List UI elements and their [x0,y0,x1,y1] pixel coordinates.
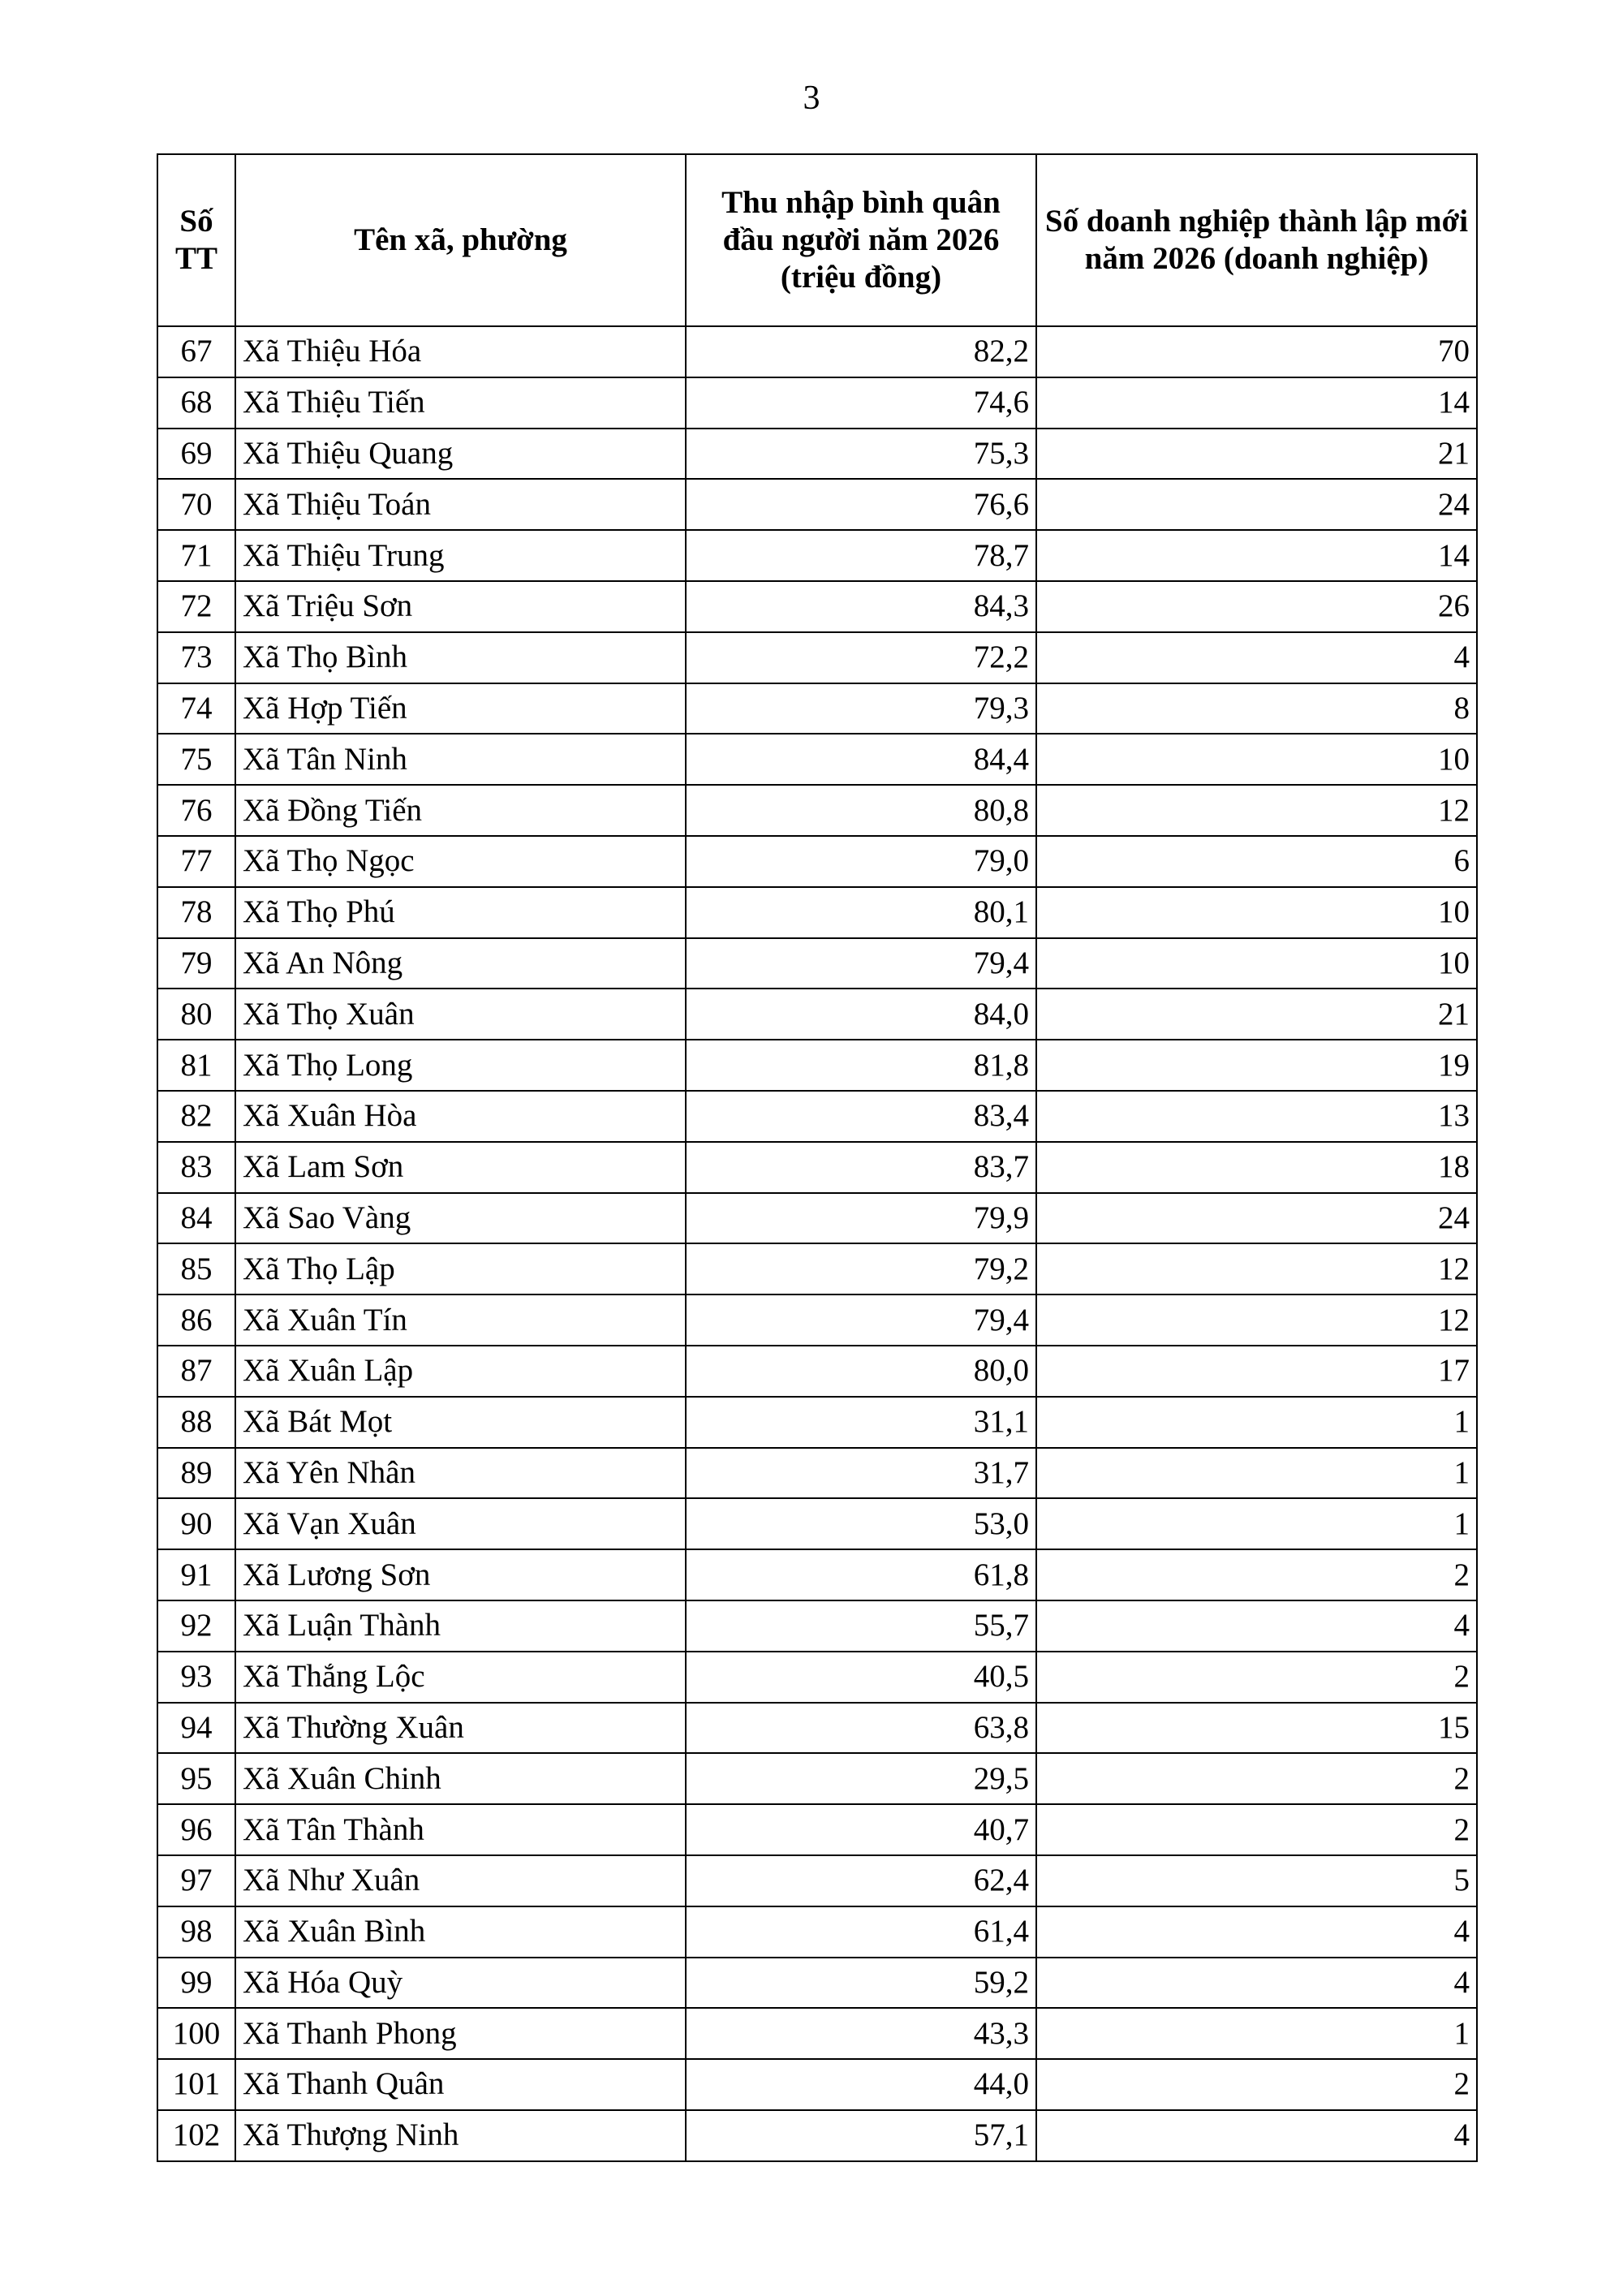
cell-commune-name: Xã Thọ Long [235,1040,686,1091]
cell-new-businesses: 10 [1036,887,1477,938]
cell-commune-name: Xã Sao Vàng [235,1193,686,1244]
cell-average-income: 80,0 [686,1346,1036,1397]
cell-stt: 88 [157,1397,235,1448]
cell-stt: 73 [157,632,235,683]
table-header [157,154,1477,326]
table-row [157,938,1477,989]
table-row [157,836,1477,887]
cell-new-businesses: 1 [1036,2008,1477,2059]
cell-commune-name: Xã Thanh Phong [235,2008,686,2059]
table-row [157,1804,1477,1855]
cell-new-businesses: 14 [1036,530,1477,581]
cell-stt: 70 [157,479,235,530]
cell-average-income: 83,7 [686,1142,1036,1193]
cell-commune-name: Xã Bát Mọt [235,1397,686,1448]
cell-new-businesses: 1 [1036,1498,1477,1549]
cell-stt: 96 [157,1804,235,1855]
cell-average-income: 40,5 [686,1652,1036,1703]
cell-stt: 89 [157,1448,235,1499]
cell-new-businesses: 26 [1036,581,1477,632]
cell-stt: 82 [157,1091,235,1142]
cell-average-income: 75,3 [686,429,1036,480]
cell-stt: 68 [157,377,235,429]
cell-new-businesses: 21 [1036,429,1477,480]
cell-commune-name: Xã Thiệu Hóa [235,326,686,377]
cell-commune-name: Xã Xuân Lập [235,1346,686,1397]
cell-average-income: 79,9 [686,1193,1036,1244]
table-row [157,785,1477,836]
cell-average-income: 79,4 [686,1294,1036,1346]
cell-commune-name: Xã Thường Xuân [235,1703,686,1754]
table-row [157,530,1477,581]
cell-stt: 93 [157,1652,235,1703]
table-row [157,1753,1477,1804]
table-row [157,581,1477,632]
cell-average-income: 84,0 [686,989,1036,1040]
header-commune-name: Tên xã, phường [235,154,686,326]
table-row [157,326,1477,377]
table-row [157,1855,1477,1906]
page-number: 3 [803,80,820,117]
cell-stt: 95 [157,1753,235,1804]
cell-commune-name: Xã Yên Nhân [235,1448,686,1499]
cell-average-income: 79,0 [686,836,1036,887]
cell-new-businesses: 12 [1036,785,1477,836]
cell-stt: 102 [157,2110,235,2161]
cell-stt: 97 [157,1855,235,1906]
table-row [157,1243,1477,1294]
table-row [157,2110,1477,2161]
cell-average-income: 81,8 [686,1040,1036,1091]
table-row [157,1652,1477,1703]
cell-stt: 77 [157,836,235,887]
cell-stt: 101 [157,2059,235,2110]
cell-new-businesses: 1 [1036,1397,1477,1448]
cell-stt: 80 [157,989,235,1040]
commune-statistics-table [157,153,1478,2162]
header-stt: Số TT [157,154,235,326]
cell-new-businesses: 18 [1036,1142,1477,1193]
table-row [157,1091,1477,1142]
table-row [157,1448,1477,1499]
cell-stt: 71 [157,530,235,581]
cell-new-businesses: 70 [1036,326,1477,377]
cell-stt: 90 [157,1498,235,1549]
cell-commune-name: Xã Thiệu Tiến [235,377,686,429]
cell-average-income: 55,7 [686,1600,1036,1652]
cell-average-income: 79,4 [686,938,1036,989]
table-row [157,1346,1477,1397]
cell-average-income: 82,2 [686,326,1036,377]
cell-average-income: 40,7 [686,1804,1036,1855]
table-row [157,683,1477,734]
table-row [157,734,1477,785]
cell-average-income: 31,1 [686,1397,1036,1448]
cell-average-income: 79,2 [686,1243,1036,1294]
cell-commune-name: Xã Lam Sơn [235,1142,686,1193]
cell-stt: 99 [157,1958,235,2009]
cell-new-businesses: 8 [1036,683,1477,734]
cell-commune-name: Xã Thọ Xuân [235,989,686,1040]
cell-average-income: 78,7 [686,530,1036,581]
cell-new-businesses: 4 [1036,2110,1477,2161]
cell-commune-name: Xã Thượng Ninh [235,2110,686,2161]
table-row [157,1397,1477,1448]
cell-average-income: 57,1 [686,2110,1036,2161]
cell-commune-name: Xã Thọ Bình [235,632,686,683]
cell-commune-name: Xã Vạn Xuân [235,1498,686,1549]
cell-new-businesses: 10 [1036,734,1477,785]
cell-stt: 81 [157,1040,235,1091]
table-row [157,429,1477,480]
cell-average-income: 61,4 [686,1906,1036,1958]
header-new-businesses: Số doanh nghiệp thành lập mới năm 2026 (doanh nghiệp) [1036,154,1477,326]
table-row [157,1703,1477,1754]
cell-stt: 83 [157,1142,235,1193]
table-row [157,1906,1477,1958]
cell-new-businesses: 6 [1036,836,1477,887]
cell-average-income: 61,8 [686,1549,1036,1600]
cell-commune-name: Xã Thọ Lập [235,1243,686,1294]
table-body [157,326,1477,2161]
cell-stt: 84 [157,1193,235,1244]
cell-stt: 85 [157,1243,235,1294]
cell-stt: 92 [157,1600,235,1652]
cell-commune-name: Xã Thọ Phú [235,887,686,938]
cell-average-income: 62,4 [686,1855,1036,1906]
table-row [157,1600,1477,1652]
cell-average-income: 43,3 [686,2008,1036,2059]
table-row [157,1498,1477,1549]
cell-new-businesses: 13 [1036,1091,1477,1142]
cell-average-income: 84,4 [686,734,1036,785]
cell-commune-name: Xã Thanh Quân [235,2059,686,2110]
cell-stt: 72 [157,581,235,632]
cell-new-businesses: 2 [1036,1549,1477,1600]
cell-commune-name: Xã Đồng Tiến [235,785,686,836]
table-row [157,377,1477,429]
cell-stt: 100 [157,2008,235,2059]
cell-stt: 91 [157,1549,235,1600]
cell-commune-name: Xã Thiệu Trung [235,530,686,581]
cell-commune-name: Xã Như Xuân [235,1855,686,1906]
cell-stt: 76 [157,785,235,836]
cell-average-income: 53,0 [686,1498,1036,1549]
cell-commune-name: Xã Xuân Bình [235,1906,686,1958]
cell-average-income: 63,8 [686,1703,1036,1754]
cell-commune-name: Xã Hóa Quỳ [235,1958,686,2009]
table-row [157,1549,1477,1600]
cell-stt: 79 [157,938,235,989]
cell-new-businesses: 2 [1036,1804,1477,1855]
table-row [157,887,1477,938]
table-row [157,1193,1477,1244]
cell-stt: 87 [157,1346,235,1397]
cell-commune-name: Xã Thiệu Quang [235,429,686,480]
cell-commune-name: Xã An Nông [235,938,686,989]
header-average-income: Thu nhập bình quân đầu người năm 2026 (triệu đồng) [686,154,1036,326]
cell-new-businesses: 24 [1036,1193,1477,1244]
cell-stt: 69 [157,429,235,480]
cell-stt: 67 [157,326,235,377]
cell-new-businesses: 1 [1036,1448,1477,1499]
cell-average-income: 74,6 [686,377,1036,429]
table-row [157,1294,1477,1346]
cell-average-income: 44,0 [686,2059,1036,2110]
cell-new-businesses: 5 [1036,1855,1477,1906]
table-row [157,632,1477,683]
cell-average-income: 76,6 [686,479,1036,530]
cell-average-income: 83,4 [686,1091,1036,1142]
cell-average-income: 84,3 [686,581,1036,632]
cell-average-income: 72,2 [686,632,1036,683]
cell-stt: 74 [157,683,235,734]
cell-commune-name: Xã Xuân Tín [235,1294,686,1346]
table-row [157,989,1477,1040]
table-row [157,1040,1477,1091]
header-row [157,154,1477,326]
cell-new-businesses: 4 [1036,1906,1477,1958]
cell-commune-name: Xã Xuân Chinh [235,1753,686,1804]
table-row [157,1142,1477,1193]
cell-commune-name: Xã Triệu Sơn [235,581,686,632]
table-row [157,1958,1477,2009]
cell-average-income: 80,8 [686,785,1036,836]
cell-average-income: 80,1 [686,887,1036,938]
cell-average-income: 29,5 [686,1753,1036,1804]
cell-average-income: 59,2 [686,1958,1036,2009]
cell-new-businesses: 2 [1036,1652,1477,1703]
cell-new-businesses: 10 [1036,938,1477,989]
cell-new-businesses: 24 [1036,479,1477,530]
cell-new-businesses: 4 [1036,632,1477,683]
cell-average-income: 31,7 [686,1448,1036,1499]
cell-new-businesses: 19 [1036,1040,1477,1091]
cell-new-businesses: 12 [1036,1243,1477,1294]
table-row [157,479,1477,530]
cell-new-businesses: 4 [1036,1958,1477,2009]
cell-new-businesses: 21 [1036,989,1477,1040]
cell-new-businesses: 2 [1036,2059,1477,2110]
cell-stt: 86 [157,1294,235,1346]
cell-stt: 78 [157,887,235,938]
cell-commune-name: Xã Hợp Tiến [235,683,686,734]
cell-stt: 98 [157,1906,235,1958]
cell-new-businesses: 4 [1036,1600,1477,1652]
table-row [157,2008,1477,2059]
cell-commune-name: Xã Thắng Lộc [235,1652,686,1703]
cell-new-businesses: 12 [1036,1294,1477,1346]
cell-new-businesses: 2 [1036,1753,1477,1804]
cell-commune-name: Xã Tân Ninh [235,734,686,785]
cell-commune-name: Xã Xuân Hòa [235,1091,686,1142]
table-row [157,2059,1477,2110]
cell-commune-name: Xã Tân Thành [235,1804,686,1855]
cell-average-income: 79,3 [686,683,1036,734]
cell-new-businesses: 15 [1036,1703,1477,1754]
cell-stt: 75 [157,734,235,785]
cell-commune-name: Xã Lương Sơn [235,1549,686,1600]
cell-new-businesses: 14 [1036,377,1477,429]
cell-stt: 94 [157,1703,235,1754]
cell-commune-name: Xã Luận Thành [235,1600,686,1652]
cell-commune-name: Xã Thọ Ngọc [235,836,686,887]
cell-new-businesses: 17 [1036,1346,1477,1397]
cell-commune-name: Xã Thiệu Toán [235,479,686,530]
